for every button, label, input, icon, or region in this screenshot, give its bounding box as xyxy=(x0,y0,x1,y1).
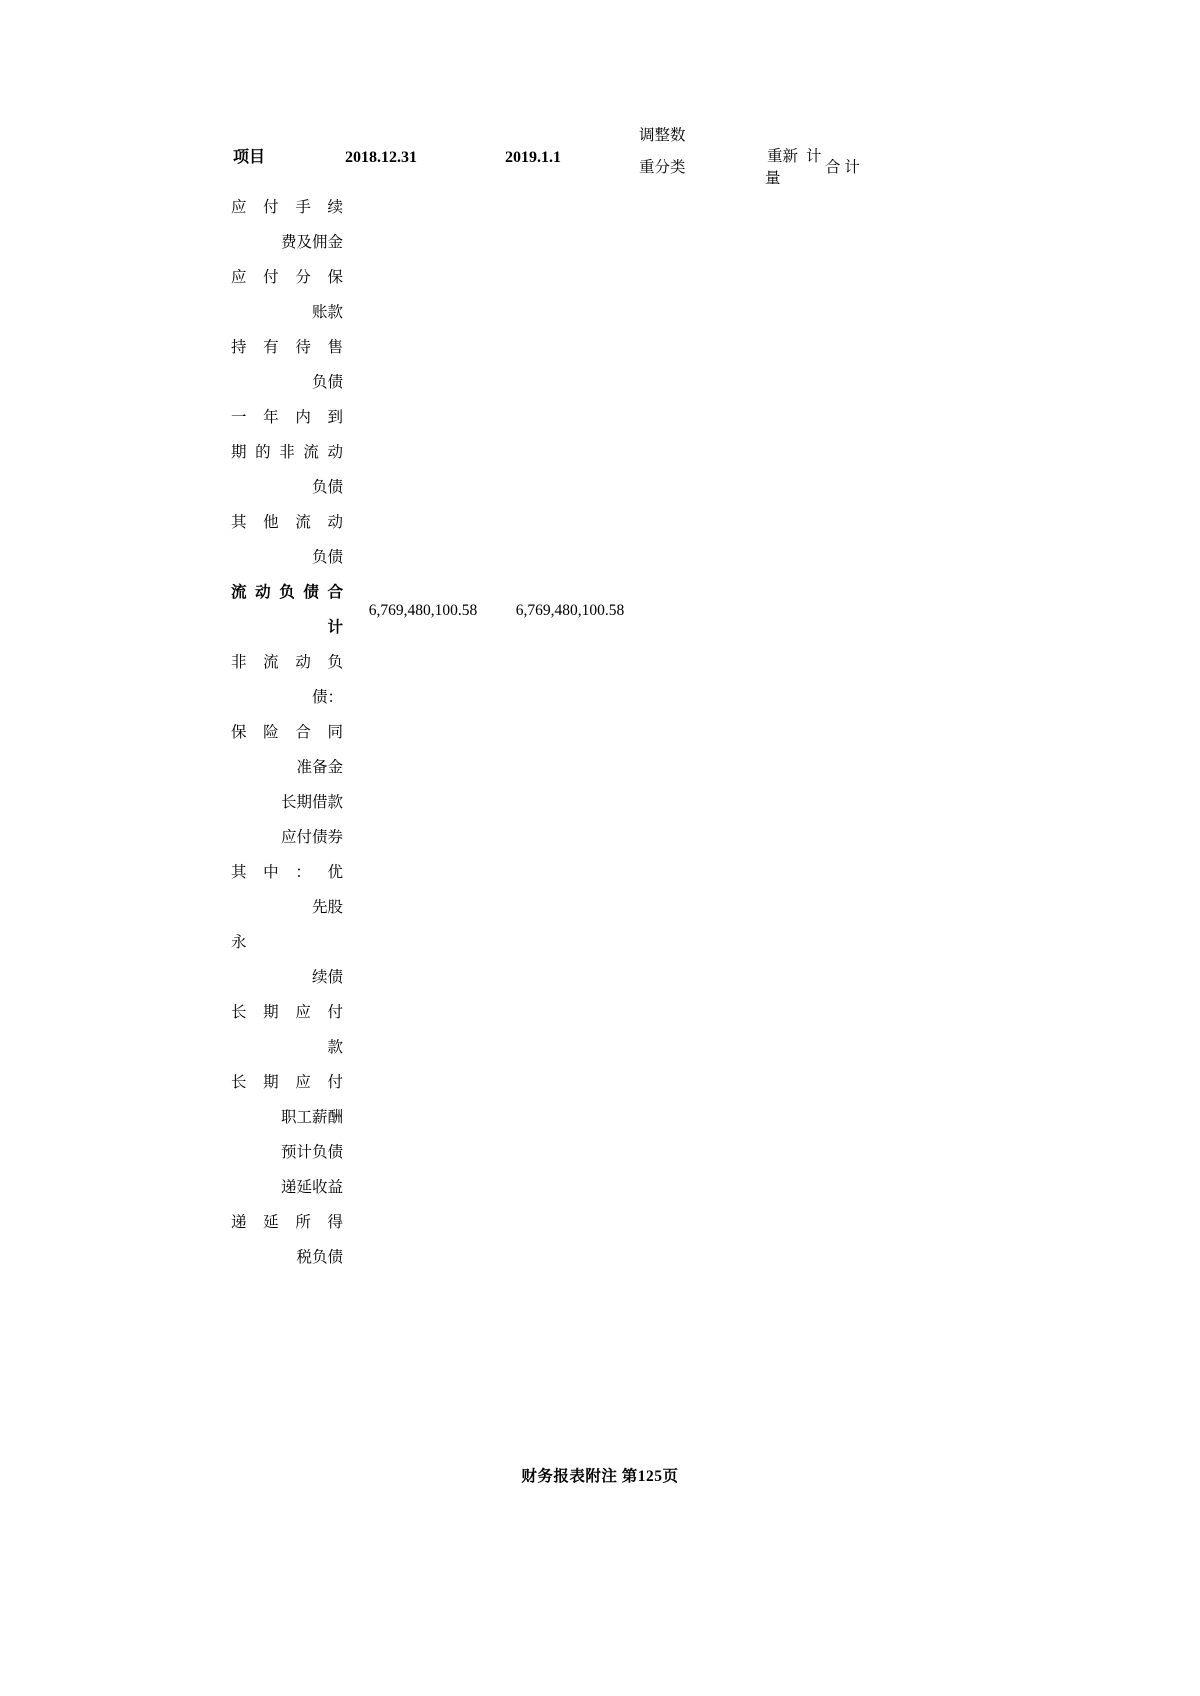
row-label-cell xyxy=(231,400,343,505)
cell-2019 xyxy=(503,1205,637,1275)
header-label-remeasure-1: 重新 xyxy=(767,148,799,165)
cell-reclass xyxy=(637,785,765,820)
row-label-cell xyxy=(231,1205,343,1275)
cell-total xyxy=(823,925,943,995)
table-row xyxy=(231,1205,943,1275)
header-cell-2018 xyxy=(343,126,503,190)
row-label-line: 应付分保 xyxy=(231,269,343,286)
cell-total xyxy=(823,785,943,820)
table-row xyxy=(231,190,943,260)
header-label-2018: 2018.12.31 xyxy=(345,149,417,166)
header-label-adjustment: 调整数 xyxy=(639,127,686,144)
cell-2018 xyxy=(343,1135,503,1170)
table-header xyxy=(231,126,943,190)
cell-reclass xyxy=(637,330,765,400)
cell-2019 xyxy=(503,260,637,330)
row-label-line: 期的非流动 xyxy=(231,444,343,461)
table-row xyxy=(231,260,943,330)
cell-2018 xyxy=(343,260,503,330)
cell-total xyxy=(823,1170,943,1205)
cell-2018 xyxy=(343,785,503,820)
cell-remeasure xyxy=(765,855,823,925)
cell-remeasure xyxy=(765,925,823,995)
cell-reclass xyxy=(637,575,765,645)
cell-2018 xyxy=(343,190,503,260)
cell-2018 xyxy=(343,995,503,1065)
row-label-line: 应付手续 xyxy=(231,199,343,216)
cell-remeasure xyxy=(765,785,823,820)
cell-2019 xyxy=(503,1065,637,1135)
row-label-line: 应付债券 xyxy=(280,829,343,846)
cell-2019 xyxy=(503,1135,637,1170)
row-label-cell xyxy=(231,820,343,855)
table-row xyxy=(231,645,943,715)
cell-total xyxy=(823,505,943,575)
cell-total xyxy=(823,645,943,715)
restatement-table xyxy=(231,126,943,1275)
cell-reclass xyxy=(637,190,765,260)
row-label-line: 账款 xyxy=(311,304,343,321)
cell-2019 xyxy=(503,190,637,260)
cell-remeasure xyxy=(765,1135,823,1170)
header-label-2019: 2019.1.1 xyxy=(505,149,561,166)
table-row xyxy=(231,1170,943,1205)
cell-2018 xyxy=(343,855,503,925)
cell-reclass xyxy=(637,1135,765,1170)
cell-2019 xyxy=(503,645,637,715)
row-label-cell xyxy=(231,505,343,575)
row-label-line: 递延所得 xyxy=(231,1214,343,1231)
row-label-cell xyxy=(231,715,343,785)
row-label-line: 先股 xyxy=(311,899,343,916)
cell-total xyxy=(823,400,943,505)
header-label-item: 项目 xyxy=(233,149,266,166)
cell-reclass xyxy=(637,995,765,1065)
cell-2018 xyxy=(343,645,503,715)
cell-2018 xyxy=(343,715,503,785)
cell-reclass xyxy=(637,400,765,505)
cell-2019 xyxy=(503,715,637,785)
header-label-total: 合 计 xyxy=(825,159,860,176)
cell-remeasure xyxy=(765,575,823,645)
cell-total xyxy=(823,715,943,785)
row-label-line: 其他流动 xyxy=(231,514,343,531)
cell-remeasure xyxy=(765,190,823,260)
cell-reclass xyxy=(637,855,765,925)
cell-total xyxy=(823,1065,943,1135)
table-row xyxy=(231,925,943,995)
cell-total xyxy=(823,820,943,855)
cell-remeasure xyxy=(765,1205,823,1275)
cell-2018 xyxy=(343,330,503,400)
row-label-line: 准备金 xyxy=(296,759,343,776)
table-row xyxy=(231,785,943,820)
header-cell-reclass xyxy=(637,146,765,190)
cell-remeasure xyxy=(765,1065,823,1135)
row-label-cell xyxy=(231,995,343,1065)
row-label-line: 一年内到 xyxy=(231,409,343,426)
cell-2018 xyxy=(343,820,503,855)
row-label-line: 费及佣金 xyxy=(280,234,343,251)
cell-reclass xyxy=(637,1205,765,1275)
table-row xyxy=(231,820,943,855)
cell-reclass xyxy=(637,260,765,330)
table-row xyxy=(231,505,943,575)
cell-reclass xyxy=(637,1170,765,1205)
header-cell-2019 xyxy=(503,126,637,190)
cell-total xyxy=(823,855,943,925)
cell-reclass xyxy=(637,505,765,575)
row-label-cell xyxy=(231,260,343,330)
header-cell-remeasure xyxy=(765,146,823,190)
cell-2019 xyxy=(503,820,637,855)
table-row xyxy=(231,715,943,785)
table-body xyxy=(231,190,943,1275)
cell-2019 xyxy=(503,400,637,505)
cell-remeasure xyxy=(765,1170,823,1205)
cell-2019 xyxy=(503,855,637,925)
row-label-line: 其中：优 xyxy=(231,864,343,881)
cell-2019 xyxy=(503,1170,637,1205)
cell-total xyxy=(823,330,943,400)
cell-remeasure xyxy=(765,645,823,715)
cell-2019 xyxy=(503,330,637,400)
cell-reclass xyxy=(637,820,765,855)
row-label-cell xyxy=(231,190,343,260)
table-row xyxy=(231,400,943,505)
header-row-group xyxy=(231,126,943,146)
header-label-remeasure-2: 计 量 xyxy=(765,148,822,187)
cell-total xyxy=(823,260,943,330)
financial-table-container xyxy=(231,126,943,1275)
row-label-line: 流动负债合 xyxy=(231,584,343,601)
cell-remeasure xyxy=(765,820,823,855)
cell-2018: 6,769,480,100.58 xyxy=(368,601,478,619)
header-cell-adjustment-group xyxy=(637,126,943,146)
row-label-line: 负债 xyxy=(311,479,343,496)
table-row xyxy=(231,1135,943,1170)
row-label-line: 长期应付 xyxy=(231,1004,343,1021)
header-cell-item xyxy=(231,126,343,190)
header-label-reclass: 重分类 xyxy=(639,159,686,176)
cell-total xyxy=(823,190,943,260)
cell-2018 xyxy=(343,1170,503,1205)
row-label-cell xyxy=(231,1170,343,1205)
cell-2018 xyxy=(343,400,503,505)
cell-2019: 6,769,480,100.58 xyxy=(515,601,625,619)
cell-remeasure xyxy=(765,505,823,575)
row-label-line: 续债 xyxy=(311,969,343,986)
table-row xyxy=(231,855,943,925)
row-label-cell xyxy=(231,1065,343,1135)
cell-reclass xyxy=(637,715,765,785)
row-label-line: 长期借款 xyxy=(280,794,343,811)
row-label-line: 款 xyxy=(327,1039,343,1056)
row-label-cell xyxy=(231,645,343,715)
cell-2019 xyxy=(503,995,637,1065)
row-label-cell xyxy=(231,855,343,925)
cell-2018 xyxy=(343,1065,503,1135)
cell-total xyxy=(823,1135,943,1170)
cell-2019 xyxy=(503,505,637,575)
row-label-cell xyxy=(231,330,343,400)
row-label-line: 递延收益 xyxy=(280,1179,343,1196)
cell-remeasure xyxy=(765,995,823,1065)
row-label-line: 预计负债 xyxy=(280,1144,343,1161)
table-row xyxy=(231,1065,943,1135)
row-label-line: 保险合同 xyxy=(231,724,343,741)
row-label-line: 长期应付 xyxy=(231,1074,343,1091)
cell-remeasure xyxy=(765,330,823,400)
page-footer: 财务报表附注 第125页 xyxy=(521,1468,679,1485)
cell-remeasure xyxy=(765,715,823,785)
cell-reclass xyxy=(637,925,765,995)
row-label-cell xyxy=(231,575,343,645)
cell-reclass xyxy=(637,645,765,715)
cell-total xyxy=(823,575,943,645)
cell-reclass xyxy=(637,1065,765,1135)
table-row xyxy=(231,330,943,400)
row-label-line: 永 xyxy=(231,934,247,951)
cell-2019 xyxy=(503,785,637,820)
cell-remeasure xyxy=(765,400,823,505)
table-row xyxy=(231,995,943,1065)
row-label-line: 职工薪酬 xyxy=(280,1109,343,1126)
table-row xyxy=(231,575,943,645)
cell-total xyxy=(823,1205,943,1275)
row-label-cell xyxy=(231,1135,343,1170)
row-label-line: 非 流 动 负 xyxy=(231,654,343,671)
cell-total xyxy=(823,995,943,1065)
header-cell-total xyxy=(823,146,943,190)
row-label-line: 计 xyxy=(327,619,343,636)
cell-2018 xyxy=(343,925,503,995)
cell-2018 xyxy=(343,1205,503,1275)
row-label-line: 负债 xyxy=(311,549,343,566)
row-label-line: 债： xyxy=(311,689,343,706)
row-label-line: 持有待售 xyxy=(231,339,343,356)
row-label-cell xyxy=(231,925,343,995)
row-label-line: 税负债 xyxy=(296,1249,343,1266)
cell-2019 xyxy=(503,925,637,995)
row-label-line: 负债 xyxy=(311,374,343,391)
cell-2018 xyxy=(343,505,503,575)
cell-remeasure xyxy=(765,260,823,330)
row-label-cell xyxy=(231,785,343,820)
